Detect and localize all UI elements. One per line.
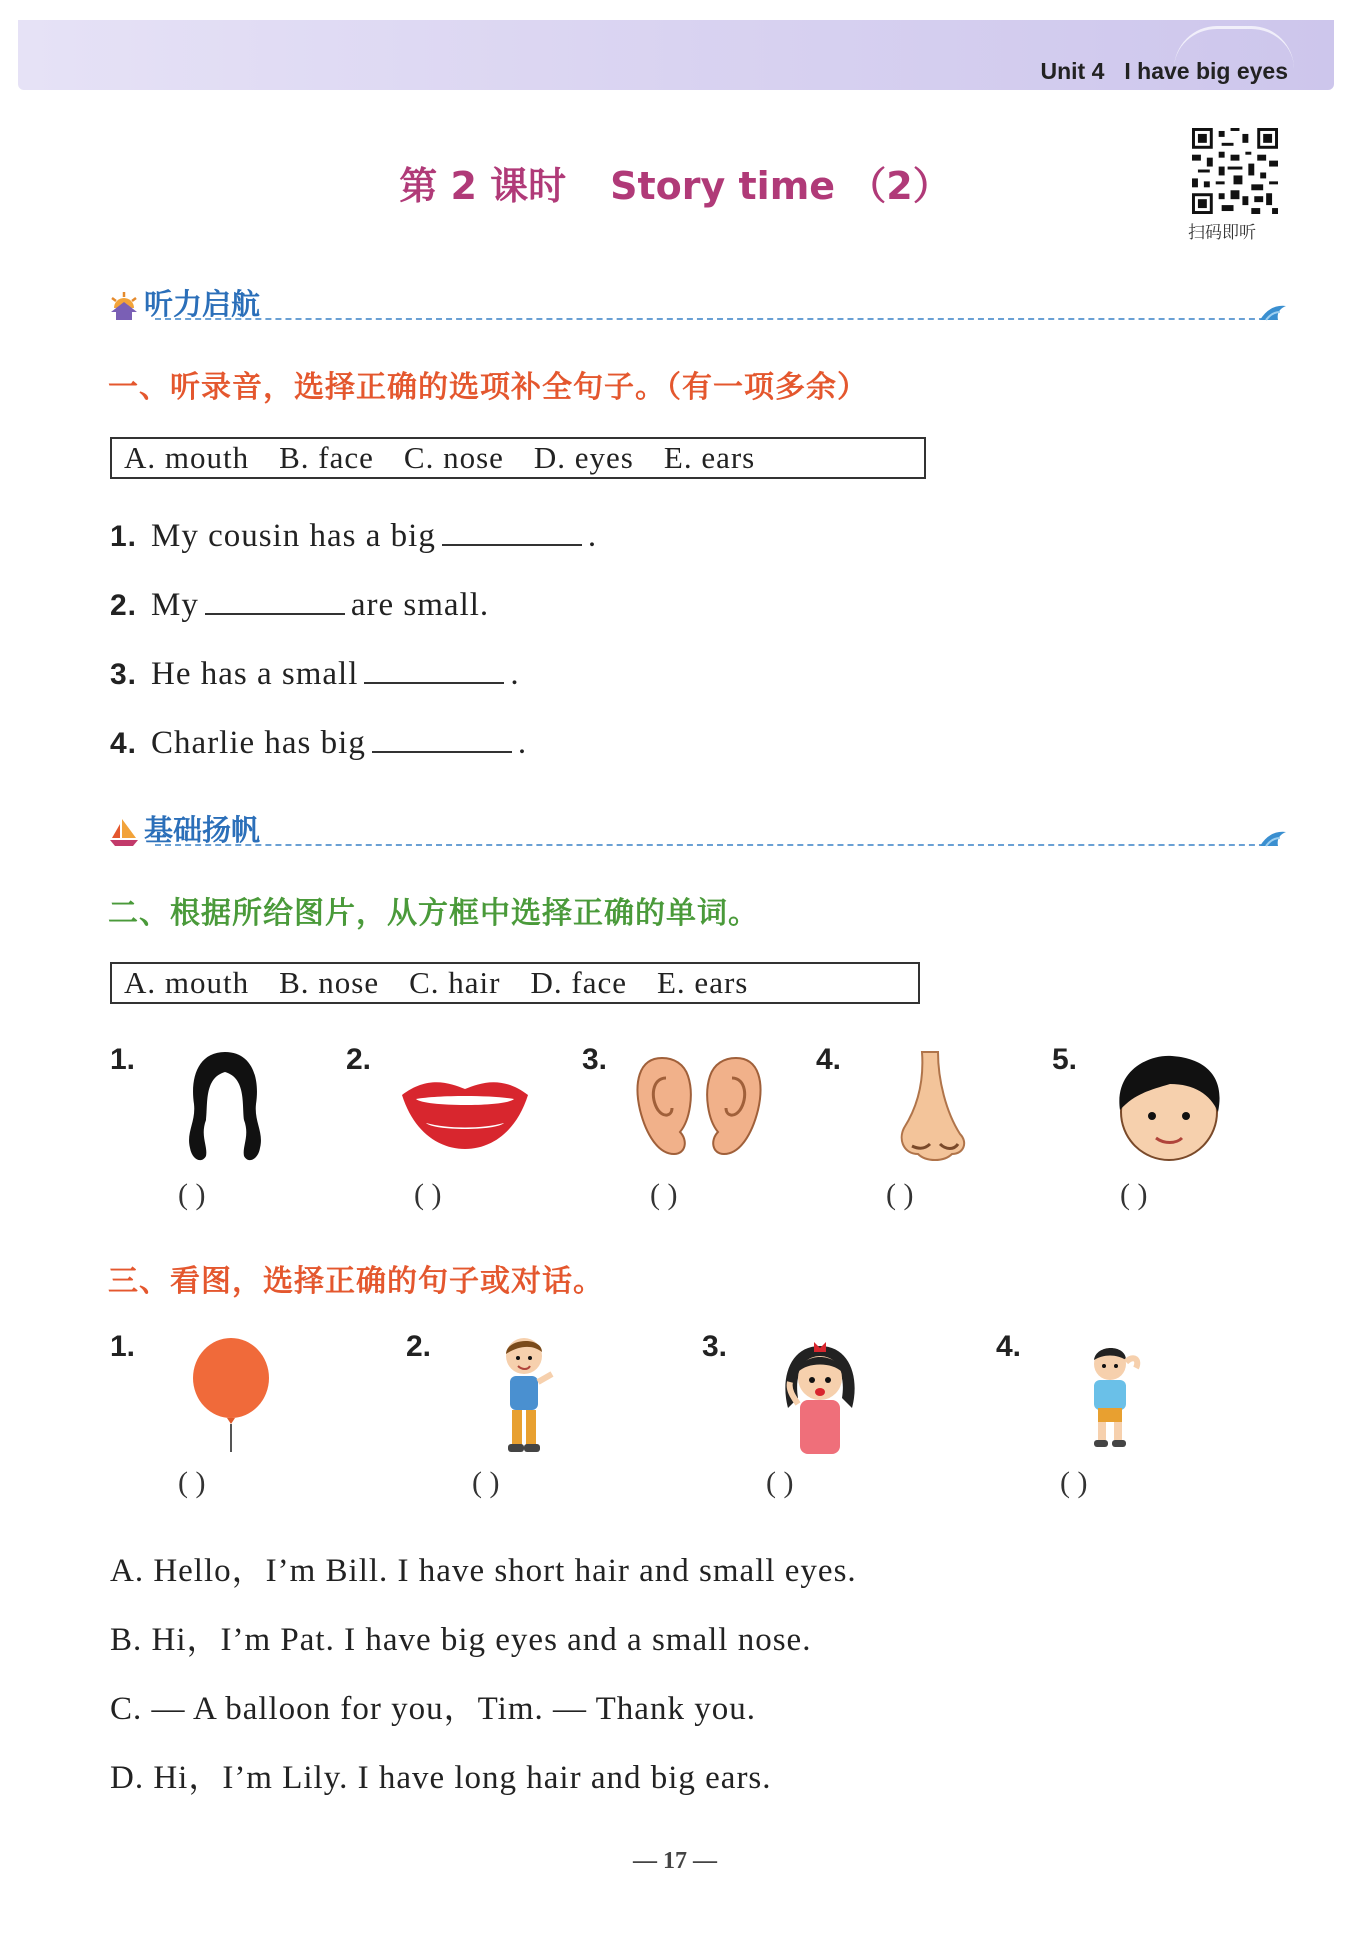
answer-option-d: D. Hi，I’m Lily. I have long hair and big ears. bbox=[110, 1760, 772, 1796]
section-heading-text: 听力启航 bbox=[144, 287, 261, 321]
sentence-text: My bbox=[151, 587, 199, 623]
option: E. ears bbox=[663, 440, 756, 475]
item-number: 3. bbox=[110, 658, 138, 691]
question-1-instruction: 一、听录音，选择正确的选项补全句子。（有一项多余） bbox=[108, 370, 868, 405]
girl-icon bbox=[780, 1338, 860, 1460]
unit-number: Unit 4 bbox=[1040, 58, 1105, 84]
item-number: 4. bbox=[110, 727, 138, 760]
sentence-end: are small. bbox=[350, 587, 490, 623]
page-title bbox=[0, 155, 1350, 210]
sailboat-icon bbox=[108, 816, 140, 848]
section-heading-text: 基础扬帆 bbox=[144, 813, 261, 847]
options-box-2 bbox=[110, 962, 920, 1004]
sun-house-icon bbox=[108, 290, 140, 322]
answer-option-b: B. Hi，I’m Pat. I have big eyes and a small nose. bbox=[110, 1622, 812, 1658]
sentence-4 bbox=[110, 721, 527, 762]
page-number: — 17 — bbox=[633, 1848, 717, 1874]
answer-parentheses[interactable]: ( ) bbox=[472, 1466, 500, 1499]
sentence-text: He has a small bbox=[151, 656, 359, 692]
answer-parentheses[interactable]: ( ) bbox=[650, 1178, 678, 1211]
balloon-icon bbox=[190, 1336, 272, 1454]
section-heading-listening bbox=[108, 282, 260, 323]
item-number: 1. bbox=[110, 520, 138, 553]
small-boy-icon bbox=[1082, 1344, 1144, 1448]
divider bbox=[155, 844, 1275, 846]
qr-caption: 扫码即听 bbox=[1188, 223, 1256, 243]
option: B. face bbox=[279, 440, 374, 475]
picture-number: 2. bbox=[346, 1043, 372, 1076]
nose-icon bbox=[898, 1050, 970, 1166]
answer-parentheses[interactable]: ( ) bbox=[178, 1178, 206, 1211]
lesson-name: Story time （2） bbox=[610, 164, 951, 208]
sentence-2 bbox=[110, 583, 489, 624]
options-box-1 bbox=[110, 437, 926, 479]
option: C. nose bbox=[403, 440, 504, 475]
option: A. mouth bbox=[124, 965, 250, 1000]
answer-parentheses[interactable]: ( ) bbox=[766, 1466, 794, 1499]
option: D. eyes bbox=[533, 440, 634, 475]
picture-number: 4. bbox=[996, 1330, 1022, 1363]
option: C. hair bbox=[409, 965, 501, 1000]
picture-number: 1. bbox=[110, 1330, 136, 1363]
hair-icon bbox=[182, 1048, 268, 1168]
face-icon bbox=[1110, 1054, 1228, 1162]
answer-blank[interactable] bbox=[364, 652, 504, 684]
wave-icon bbox=[1258, 300, 1288, 322]
answer-blank[interactable] bbox=[442, 514, 582, 546]
answer-parentheses[interactable]: ( ) bbox=[1120, 1178, 1148, 1211]
answer-parentheses[interactable]: ( ) bbox=[1060, 1466, 1088, 1499]
answer-parentheses[interactable]: ( ) bbox=[178, 1466, 206, 1499]
picture-number: 1. bbox=[110, 1043, 136, 1076]
sentence-end: . bbox=[517, 725, 528, 761]
wave-icon bbox=[1258, 826, 1288, 848]
unit-label bbox=[1040, 58, 1288, 85]
answer-option-c: C. — A balloon for you，Tim. — Thank you. bbox=[110, 1691, 756, 1727]
option: B. nose bbox=[279, 965, 380, 1000]
divider bbox=[155, 318, 1275, 320]
option: D. face bbox=[530, 965, 627, 1000]
question-3-instruction: 三、看图，选择正确的句子或对话。 bbox=[108, 1264, 604, 1299]
answer-parentheses[interactable]: ( ) bbox=[886, 1178, 914, 1211]
question-2-instruction: 二、根据所给图片，从方框中选择正确的单词。 bbox=[108, 896, 759, 931]
sentence-text: Charlie has big bbox=[151, 725, 366, 761]
picture-number: 3. bbox=[582, 1043, 608, 1076]
answer-parentheses[interactable]: ( ) bbox=[414, 1178, 442, 1211]
picture-number: 3. bbox=[702, 1330, 728, 1363]
qr-code-icon[interactable] bbox=[1192, 128, 1278, 214]
sentence-3 bbox=[110, 652, 520, 693]
mouth-icon bbox=[398, 1075, 532, 1151]
sentence-1 bbox=[110, 514, 597, 555]
boy-icon bbox=[496, 1334, 556, 1456]
sentence-text: My cousin has a big bbox=[151, 518, 436, 554]
sentence-end: . bbox=[587, 518, 598, 554]
sentence-end: . bbox=[510, 656, 520, 692]
lesson-number: 第 2 课时 bbox=[399, 164, 567, 208]
option: E. ears bbox=[657, 965, 749, 1000]
answer-blank[interactable] bbox=[205, 583, 345, 615]
answer-option-a: A. Hello，I’m Bill. I have short hair and small eyes. bbox=[110, 1553, 857, 1589]
picture-number: 4. bbox=[816, 1043, 842, 1076]
option: A. mouth bbox=[124, 440, 250, 475]
section-heading-basics bbox=[108, 808, 260, 849]
picture-number: 5. bbox=[1052, 1043, 1078, 1076]
answer-blank[interactable] bbox=[372, 721, 512, 753]
item-number: 2. bbox=[110, 589, 138, 622]
unit-title: I have big eyes bbox=[1124, 58, 1288, 84]
picture-number: 2. bbox=[406, 1330, 432, 1363]
ears-icon bbox=[632, 1054, 766, 1160]
